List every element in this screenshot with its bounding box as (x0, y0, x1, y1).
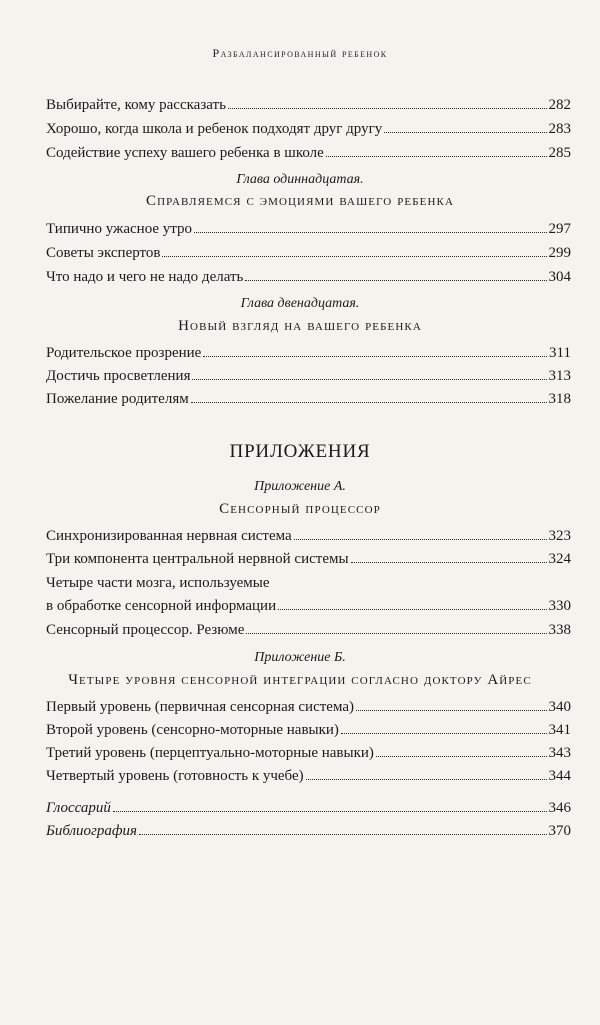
dot-leader (228, 108, 547, 109)
dot-leader (113, 811, 547, 812)
toc-entry-page: 323 (548, 528, 571, 544)
toc-entry-page: 343 (548, 745, 571, 761)
toc-entry-title-line1: Четыре части мозга, используемые (46, 575, 270, 591)
dot-leader (192, 379, 546, 380)
toc-entry-page: 370 (548, 823, 571, 839)
toc-entry (46, 119, 571, 139)
toc-entry-page: 297 (548, 221, 571, 237)
toc-entry (46, 267, 571, 287)
dot-leader (356, 710, 547, 711)
toc-entry-page: 346 (548, 800, 571, 816)
toc-entry-title: Пожелание родителям (46, 391, 189, 407)
chapter-label: Глава одиннадцатая. (236, 172, 364, 187)
dot-leader (341, 733, 547, 734)
toc-entry-title: Типично ужасное утро (46, 221, 193, 237)
dot-leader (278, 609, 546, 610)
toc-entry (46, 720, 571, 740)
dot-leader (139, 834, 546, 835)
toc-entry-title: Содействие успеху вашего ребенка в школе (46, 145, 324, 161)
dot-leader (294, 539, 547, 540)
toc-entry-title: в обработке сенсорной информации (46, 598, 277, 614)
toc-entry (46, 219, 571, 239)
toc-entry-page: 299 (548, 245, 571, 261)
toc-entry-title: Достичь просветления (46, 368, 191, 384)
dot-leader (162, 256, 546, 257)
dot-leader (246, 633, 546, 634)
toc-entry-title: Хорошо, когда школа и ребенок подходят друг другу (46, 121, 383, 137)
dot-leader (306, 779, 547, 780)
toc-entry-title: Четвертый уровень (готовность к учебе) (46, 768, 304, 784)
toc-entry (46, 243, 571, 263)
toc-entry-title: Третий уровень (перцептуально-моторные навыки) (46, 745, 374, 761)
dot-leader (191, 402, 547, 403)
toc-entry (46, 620, 571, 640)
toc-entry (46, 743, 571, 763)
toc-entry-title: Синхронизированная нервная система (46, 528, 292, 544)
toc-entry-page: 311 (549, 345, 571, 361)
toc-entry-title: Три компонента центральной нервной системы (46, 551, 349, 567)
dot-leader (203, 356, 547, 357)
toc-entry-title: Выбирайте, кому рассказать (46, 97, 226, 113)
toc-entry-page: 324 (548, 551, 571, 567)
toc-entry (46, 526, 571, 546)
toc-entry-page: 344 (548, 768, 571, 784)
chapter-label: Глава двенадцатая. (240, 296, 360, 311)
toc-entry-title: Библиография (46, 823, 138, 839)
appendix-title: Четыре уровня сенсорной интеграции согласно доктору Айрес (68, 672, 532, 688)
toc-entry-title: Глоссарий (46, 800, 111, 816)
toc-entry-page: 285 (548, 145, 571, 161)
toc-entry-page: 282 (548, 97, 571, 113)
running-head: Разбалансированный ребенок (212, 46, 388, 60)
appendix-title: Сенсорный процессор (219, 501, 381, 517)
toc-entry (46, 95, 571, 115)
chapter-title: Новый взгляд на вашего ребенка (178, 318, 422, 334)
toc-entry-title: Родительское прозрение (46, 345, 202, 361)
toc-entry-page: 330 (548, 598, 571, 614)
dot-leader (351, 562, 547, 563)
appendix-label: Приложение Б. (254, 650, 346, 665)
toc-entry-title: Советы экспертов (46, 245, 161, 261)
toc-entry-page: 283 (548, 121, 571, 137)
toc-entry-page: 304 (548, 269, 571, 285)
toc-entry (46, 766, 571, 786)
chapter-title: Справляемся с эмоциями вашего ребенка (146, 193, 454, 209)
toc-entry (46, 596, 571, 616)
toc-entry-glossary (46, 798, 571, 818)
toc-entry-title: Сенсорный процессор. Резюме (46, 622, 245, 638)
toc-entry (46, 366, 571, 386)
toc-entry (46, 549, 571, 569)
dot-leader (245, 280, 546, 281)
toc-entry-title: Что надо и чего не надо делать (46, 269, 244, 285)
toc-entry (46, 389, 571, 409)
toc-entry-page: 318 (548, 391, 571, 407)
toc-entry-page: 341 (548, 722, 571, 738)
section-title: ПРИЛОЖЕНИЯ (229, 441, 371, 462)
toc-entry-page: 313 (548, 368, 571, 384)
appendix-label: Приложение А. (254, 479, 346, 494)
toc-entry-title: Второй уровень (сенсорно-моторные навыки) (46, 722, 339, 738)
dot-leader (194, 232, 546, 233)
toc-entry (46, 343, 571, 363)
dot-leader (376, 756, 547, 757)
dot-leader (326, 156, 547, 157)
toc-entry-page: 340 (548, 699, 571, 715)
toc-entry-page: 338 (548, 622, 571, 638)
toc-entry-bibliography (46, 821, 571, 841)
toc-entry (46, 143, 571, 163)
toc-entry (46, 697, 571, 717)
dot-leader (384, 132, 546, 133)
toc-entry-title: Первый уровень (первичная сенсорная система) (46, 699, 354, 715)
